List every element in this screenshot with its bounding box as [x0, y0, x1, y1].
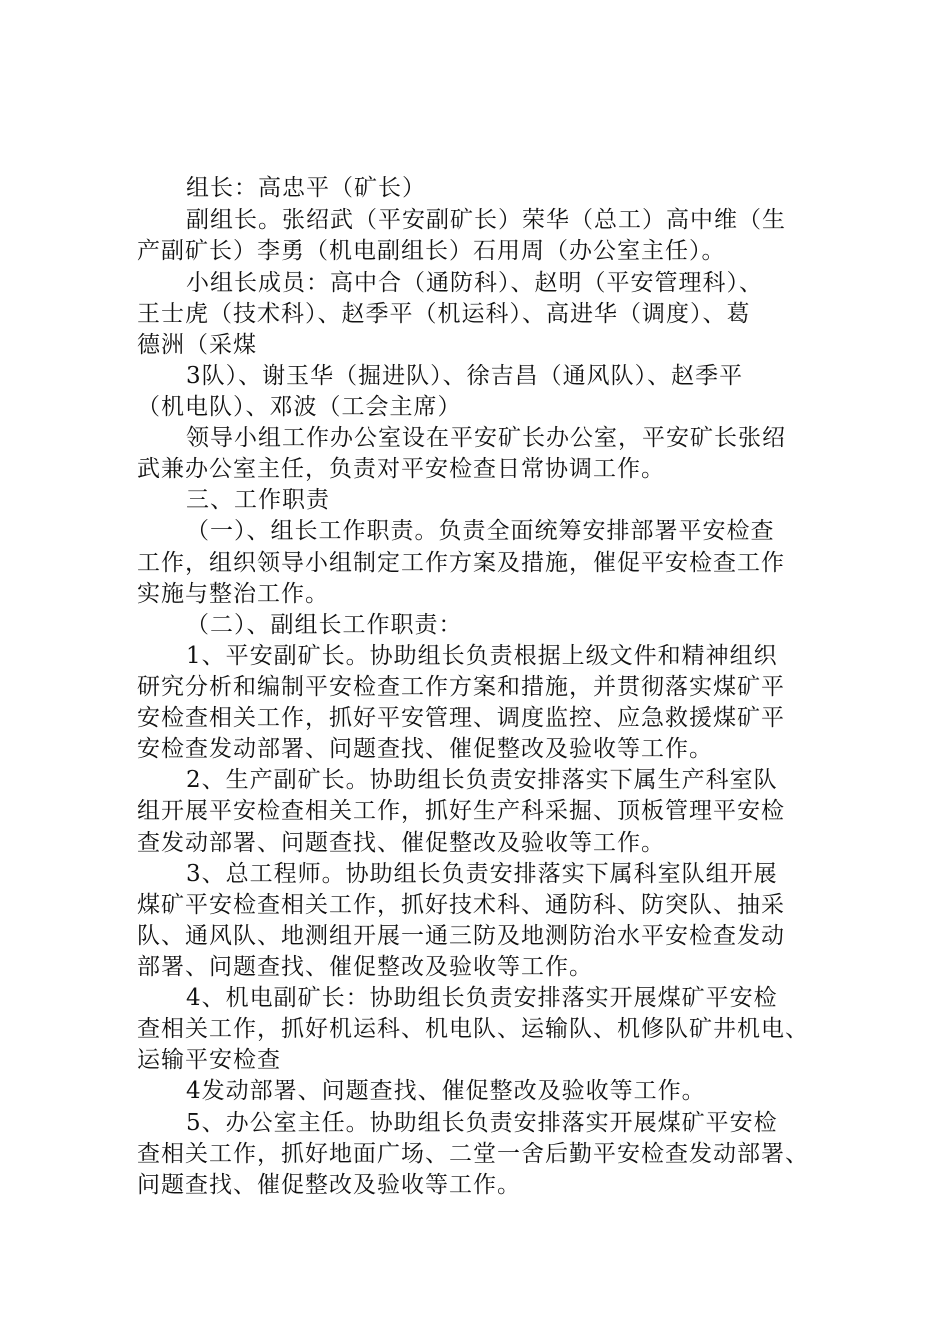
text-line: （二）、副组长工作职责： — [186, 612, 463, 638]
text-line: 问题查找、催促整改及验收等工作。 — [137, 1172, 521, 1198]
text-line: 工作，组织领导小组制定工作方案及措施，催促平安检查工作 — [137, 550, 785, 576]
text-line: 运输平安检查 — [137, 1047, 281, 1073]
text-line: （机电队）、邓波（工会主席） — [137, 394, 462, 420]
text-line: 队、通风队、地测组开展一通三防及地测防治水平安检查发动 — [137, 923, 785, 949]
text-line: 武兼办公室主任，负责对平安检查日常协调工作。 — [137, 456, 665, 482]
text-line: 三、工作职责 — [186, 487, 330, 513]
text-line: 5、办公室主任。协助组长负责安排落实开展煤矿平安检 — [186, 1110, 778, 1136]
text-line: 查相关工作，抓好机运科、机电队、运输队、机修队矿井机电、 — [137, 1016, 809, 1042]
text-line: 组开展平安检查相关工作，抓好生产科采掘、顶板管理平安检 — [137, 798, 785, 824]
text-line: 4发动部署、问题查找、催促整改及验收等工作。 — [186, 1078, 706, 1104]
text-line: 3、总工程师。协助组长负责安排落实下属科室队组开展 — [186, 861, 778, 887]
text-line: 领导小组工作办公室设在平安矿长办公室，平安矿长张绍 — [186, 425, 786, 451]
text-line: （一）、组长工作职责。负责全面统筹安排部署平安检查 — [186, 518, 775, 544]
text-line: 组长：高忠平（矿长） — [186, 175, 426, 201]
text-line: 查相关工作，抓好地面广场、二堂一舍后勤平安检查发动部署、 — [137, 1141, 809, 1167]
text-line: 4、机电副矿长：协助组长负责安排落实开展煤矿平安检 — [186, 985, 778, 1011]
text-line: 3队）、谢玉华（掘进队）、徐吉昌（通风队）、赵季平 — [186, 363, 744, 389]
text-line: 煤矿平安检查相关工作，抓好技术科、通防科、防突队、抽采 — [137, 892, 785, 918]
text-line: 安检查发动部署、问题查找、催促整改及验收等工作。 — [137, 736, 713, 762]
text-line: 2、生产副矿长。协助组长负责安排落实下属生产科室队 — [186, 767, 778, 793]
text-line: 1、平安副矿长。协助组长负责根据上级文件和精神组织 — [186, 643, 778, 669]
text-line: 副组长。张绍武（平安副矿长）荣华（总工）高中维（生 — [186, 207, 786, 233]
text-line: 部署、问题查找、催促整改及验收等工作。 — [137, 954, 593, 980]
text-line: 研究分析和编制平安检查工作方案和措施，并贯彻落实煤矿平 — [137, 674, 785, 700]
text-line: 德洲（采煤 — [137, 332, 257, 358]
text-line: 实施与整治工作。 — [137, 581, 329, 607]
text-line: 查发动部署、问题查找、催促整改及验收等工作。 — [137, 830, 665, 856]
text-line: 王士虎（技术科）、赵季平（机运科）、高进华（调度）、葛 — [137, 301, 751, 327]
text-line: 产副矿长）李勇（机电副组长）石用周（办公室主任）。 — [137, 238, 726, 264]
text-line: 安检查相关工作，抓好平安管理、调度监控、应急救援煤矿平 — [137, 705, 785, 731]
text-line: 小组长成员：高中合（通防科）、赵明（平安管理科）、 — [186, 270, 763, 296]
